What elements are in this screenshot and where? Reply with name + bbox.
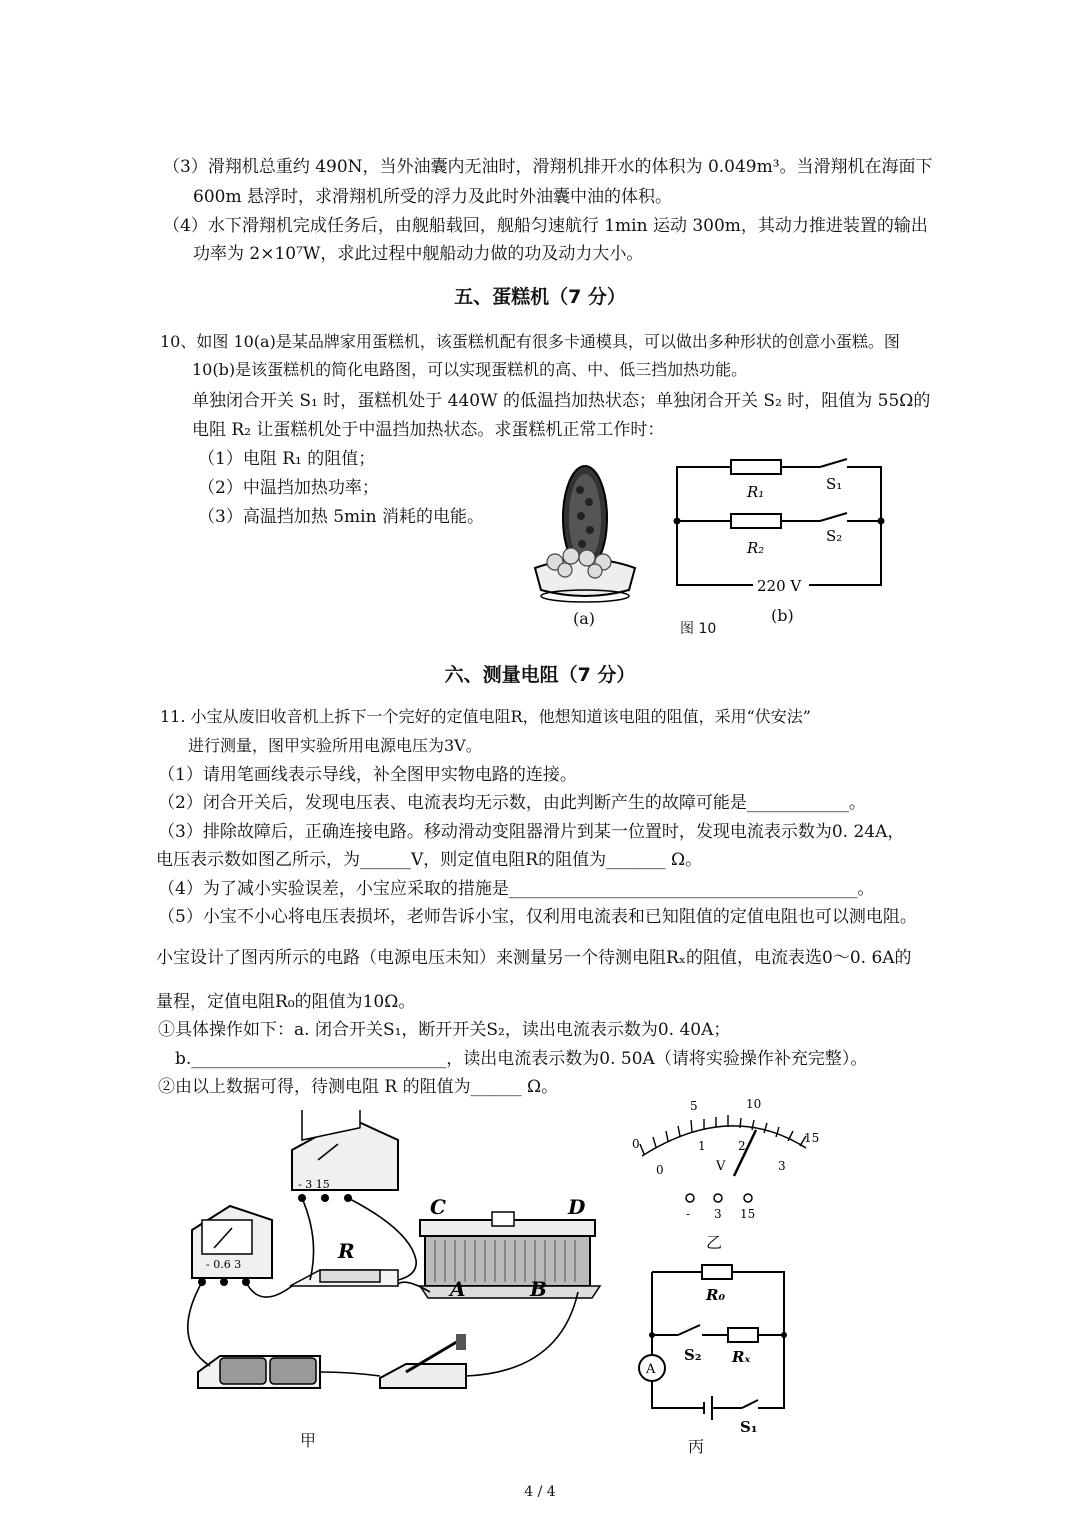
section5-title: 五、蛋糕机（7 分） (454, 286, 626, 308)
bing-ammeter-label: A (646, 1362, 656, 1377)
dial-bottom-3: 3 (778, 1159, 786, 1173)
voltage-label: 220 V (757, 577, 802, 595)
rheostat-c-label: C (430, 1195, 446, 1219)
q9-part4-line2: 功率为 2×10⁷W，求此过程中舰船动力做的功及动力大小。 (193, 244, 644, 264)
q10-line3: 单独闭合开关 S₁ 时，蛋糕机处于 440W 的低温挡加热状态；单独闭合开关 S₂ 时，阻值为 55Ω的 (192, 391, 931, 411)
terminal-minus: - (686, 1207, 691, 1221)
figure10a-cake-machine (525, 450, 650, 610)
q10-line2: 10(b)是该蛋糕机的简化电路图，可以实现蛋糕机的高、中、低三挡加热功能。 (192, 360, 748, 379)
rheostat-b-label: B (530, 1277, 547, 1301)
q11-line2: 进行测量，图甲实验所用电源电压为3V。 (188, 736, 482, 755)
page-number: 4 / 4 (524, 1484, 556, 1500)
figure-yi-voltmeter-dial (620, 1090, 820, 1230)
q10-sub2: （2）中温挡加热功率； (198, 478, 379, 498)
dial-top-5: 5 (690, 1099, 698, 1113)
figure10b-circuit (665, 455, 895, 605)
ammeter-device (192, 1206, 272, 1286)
figure-yi-label: 乙 (706, 1233, 723, 1252)
dial-top-10: 10 (746, 1097, 762, 1111)
bing-s1-label: S₁ (740, 1418, 758, 1435)
q10-sub1: （1）电阻 R₁ 的阻值； (198, 449, 376, 469)
q11-op2: b.______________________________，读出电流表示数为0. 50A（请将实验操作补充完整）。 (175, 1049, 868, 1069)
dial-top-15: 15 (804, 1131, 820, 1145)
figure-jia-label: 甲 (300, 1431, 317, 1450)
q10-sub3: （3）高温挡加热 5min 消耗的电能。 (198, 507, 484, 527)
s1-label: S₁ (826, 475, 843, 493)
q11-sub3-line1: （3）排除故障后，正确连接电路。移动滑动变阻器滑片到某一位置时，发现电流表示数为0. 24A， (158, 822, 905, 842)
rheostat-device (420, 1195, 600, 1301)
r2-label: R₂ (747, 539, 765, 557)
bing-r0-label: R₀ (706, 1286, 726, 1304)
q11-line1: 11. 小宝从废旧收音机上拆下一个完好的定值电阻R，他想知道该电阻的阻值，采用“伏安法” (160, 707, 811, 726)
section6-title: 六、测量电阻（7 分） (444, 664, 636, 686)
rheostat-a-label: A (450, 1277, 466, 1301)
voltmeter-device (292, 1110, 398, 1202)
s2-label: S₂ (826, 527, 843, 545)
q10-line1: 10、如图 10(a)是某品牌家用蛋糕机，该蛋糕机配有很多卡通模具，可以做出多种形状的创意小蛋糕。图 (160, 332, 900, 351)
q11-op3: ②由以上数据可得，待测电阻 R 的阻值为______ Ω。 (158, 1077, 559, 1097)
dial-bottom-2: 2 (738, 1139, 746, 1153)
bing-rx-label: Rₓ (732, 1348, 751, 1366)
figure10b-label: (b) (771, 606, 794, 625)
q11-op1: ①具体操作如下：a. 闭合开关S₁，断开开关S₂，读出电流表示数为0. 40A； (158, 1020, 731, 1040)
dial-top-0: 0 (632, 1137, 640, 1151)
ammeter-terminals-label: - 0.6 3 (206, 1258, 242, 1271)
q9-part3-line1: （3）滑翔机总重约 490N，当外油囊内无油时，滑翔机排开水的体积为 0.049m³。当滑翔机在海面下 (163, 157, 933, 177)
resistor-r-label: R (338, 1239, 355, 1263)
terminal-3: 3 (714, 1207, 722, 1221)
rheostat-d-label: D (568, 1195, 586, 1219)
resistor-r-device (290, 1239, 398, 1286)
terminal-15: 15 (740, 1207, 756, 1221)
q9-part3-line2: 600m 悬浮时，求滑翔机所受的浮力及此时外油囊中油的体积。 (193, 187, 672, 207)
q11-sub1: （1）请用笔画线表示导线，补全图甲实物电路的连接。 (158, 765, 577, 785)
switch-device (380, 1334, 466, 1388)
dial-unit: V (716, 1159, 726, 1174)
figure-bing-circuit (630, 1260, 800, 1435)
q10-line4: 电阻 R₂ 让蛋糕机处于中温挡加热状态。求蛋糕机正常工作时： (192, 420, 665, 440)
voltmeter-terminals-label: - 3 15 (298, 1178, 330, 1191)
r1-label: R₁ (747, 483, 765, 501)
figure10a-label: (a) (573, 609, 596, 628)
dial-bottom-0: 0 (656, 1163, 664, 1177)
q11-sub3-line2: 电压表示数如图乙所示，为______V，则定值电阻R的阻值为_______ Ω。 (156, 850, 703, 870)
dial-bottom-1: 1 (698, 1139, 706, 1153)
q11-sub5-line2: 小宝设计了图丙所示的电路（电源电压未知）来测量另一个待测电阻Rₓ的阻值，电流表选0～0. 6A的 (156, 948, 912, 968)
bing-s2-label: S₂ (684, 1346, 702, 1364)
q9-part4-line1: （4）水下滑翔机完成任务后，由舰船载回，舰船匀速航行 1min 运动 300m，其动力推进装置的输出 (163, 216, 928, 236)
q11-sub4: （4）为了减小实验误差，小宝应采取的措施是_________________________________________。 (158, 879, 875, 899)
q11-sub2: （2）闭合开关后，发现电压表、电流表均无示数，由此判断产生的故障可能是____________。 (158, 793, 866, 813)
figure-bing-label: 丙 (688, 1437, 705, 1456)
battery-device (198, 1356, 320, 1388)
figure10-caption: 图 10 (680, 621, 717, 637)
q11-sub5: （5）小宝不小心将电压表损坏，老师告诉小宝，仅利用电流表和已知阻值的定值电阻也可以测电阻。 (158, 907, 917, 927)
figure-jia-physical-circuit (180, 1110, 620, 1450)
q11-sub5-line3: 量程，定值电阻R₀的阻值为10Ω。 (156, 992, 416, 1012)
